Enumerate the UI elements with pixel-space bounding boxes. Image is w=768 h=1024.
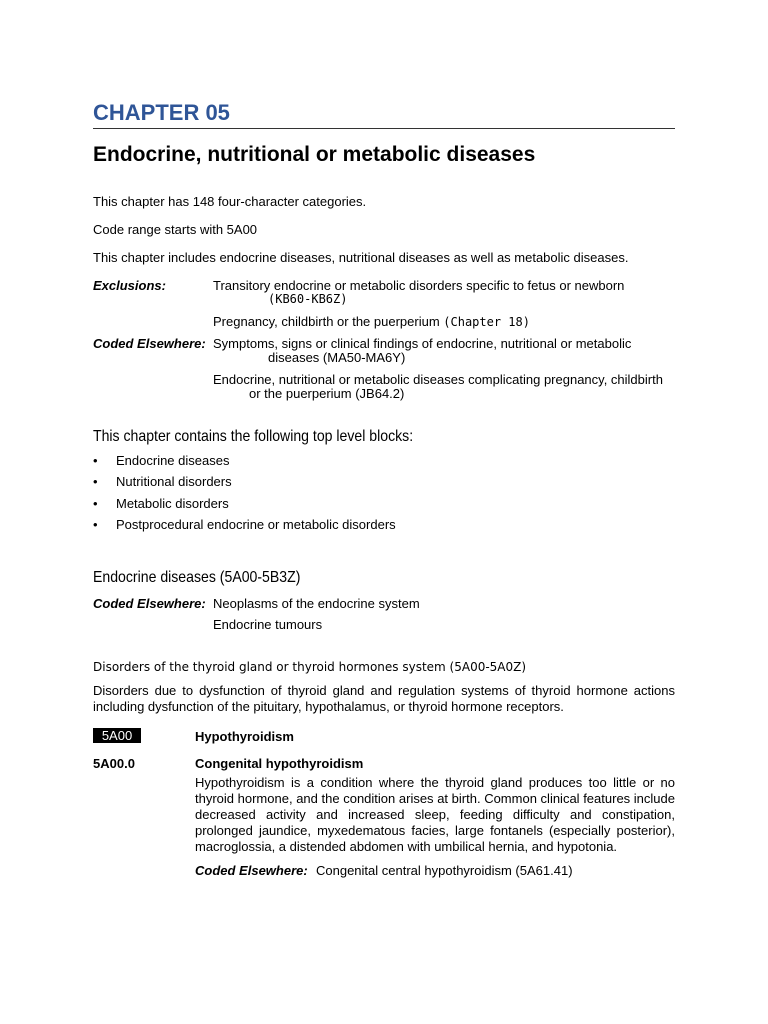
- thyroid-block-heading: Disorders of the thyroid gland or thyroid hormones system (5A00-5A0Z): [93, 660, 527, 674]
- subcategory-code: 5A00.0: [93, 756, 135, 771]
- coded-elsewhere-item-2-line1: Endocrine, nutritional or metabolic diseases complicating pregnancy, childbirth: [213, 372, 663, 387]
- exclusion-item-1-code: (KB60-KB6Z): [268, 292, 348, 306]
- list-item: • Nutritional disorders: [93, 473, 396, 494]
- endocrine-coded-item-2: Endocrine tumours: [213, 617, 323, 632]
- category-title: Hypothyroidism: [195, 729, 294, 744]
- chapter-divider: [93, 128, 675, 129]
- chapter-number: CHAPTER 05: [93, 100, 230, 125]
- chapter-title: Endocrine, nutritional or metabolic diseases: [93, 143, 536, 166]
- intro-code-range: Code range starts with 5A00: [93, 222, 258, 237]
- endocrine-coded-label: Coded Elsewhere:: [93, 596, 206, 611]
- category-code-badge: 5A00: [93, 728, 141, 743]
- list-item: • Postprocedural endocrine or metabolic disorders: [93, 516, 396, 537]
- top-level-list: [93, 452, 396, 537]
- coded-elsewhere-item-1-line2: diseases (MA50-MA6Y): [268, 350, 406, 365]
- endocrine-block-heading: Endocrine diseases (5A00-5B3Z): [93, 569, 301, 586]
- subcategory-title: Congenital hypothyroidism: [195, 756, 364, 771]
- exclusion-item-1-text: Transitory endocrine or metabolic disorders specific to fetus or newborn: [213, 278, 625, 293]
- coded-elsewhere-item-2-line2: or the puerperium (JB64.2): [249, 386, 405, 401]
- thyroid-block-description: Disorders due to dysfunction of thyroid gland and regulation systems of thyroid hormone actions including dysfunction of the pituitary, hypothalamus, or thyroid hormone receptors.: [93, 683, 675, 714]
- top-level-heading: This chapter contains the following top level blocks:: [93, 428, 414, 445]
- intro-categories: This chapter has 148 four-character categories.: [93, 194, 367, 209]
- list-item: • Metabolic disorders: [93, 495, 396, 516]
- exclusion-item-2-code: (Chapter 18): [443, 315, 530, 329]
- subcategory-coded-label: Coded Elsewhere:: [195, 863, 308, 878]
- subcategory-description: Hypothyroidism is a condition where the thyroid gland produces too little or no thyroid hormone, and the condition arises at birth. Common clinical features include decreased activity and increased sleep, feeding difficulty and constipation, prolonged jaundice, myxedematous facies, large fontanels (especially posterior), macroglossia, a distended abdomen with umbilical hernia, and hypotonia.: [195, 775, 675, 854]
- list-item: • Endocrine diseases: [93, 452, 396, 473]
- coded-elsewhere-item-1-line1: Symptoms, signs or clinical findings of endocrine, nutritional or metabolic: [213, 336, 632, 351]
- exclusions-label: Exclusions:: [93, 278, 166, 293]
- coded-elsewhere-label: Coded Elsewhere:: [93, 336, 206, 351]
- exclusion-item-2-text: Pregnancy, childbirth or the puerperium: [213, 314, 440, 329]
- endocrine-coded-item-1: Neoplasms of the endocrine system: [213, 596, 420, 611]
- intro-includes: This chapter includes endocrine diseases, nutritional diseases as well as metabolic diseases.: [93, 250, 629, 265]
- exclusion-item-2: [213, 314, 530, 329]
- subcategory-coded-text: Congenital central hypothyroidism (5A61.41): [316, 863, 573, 878]
